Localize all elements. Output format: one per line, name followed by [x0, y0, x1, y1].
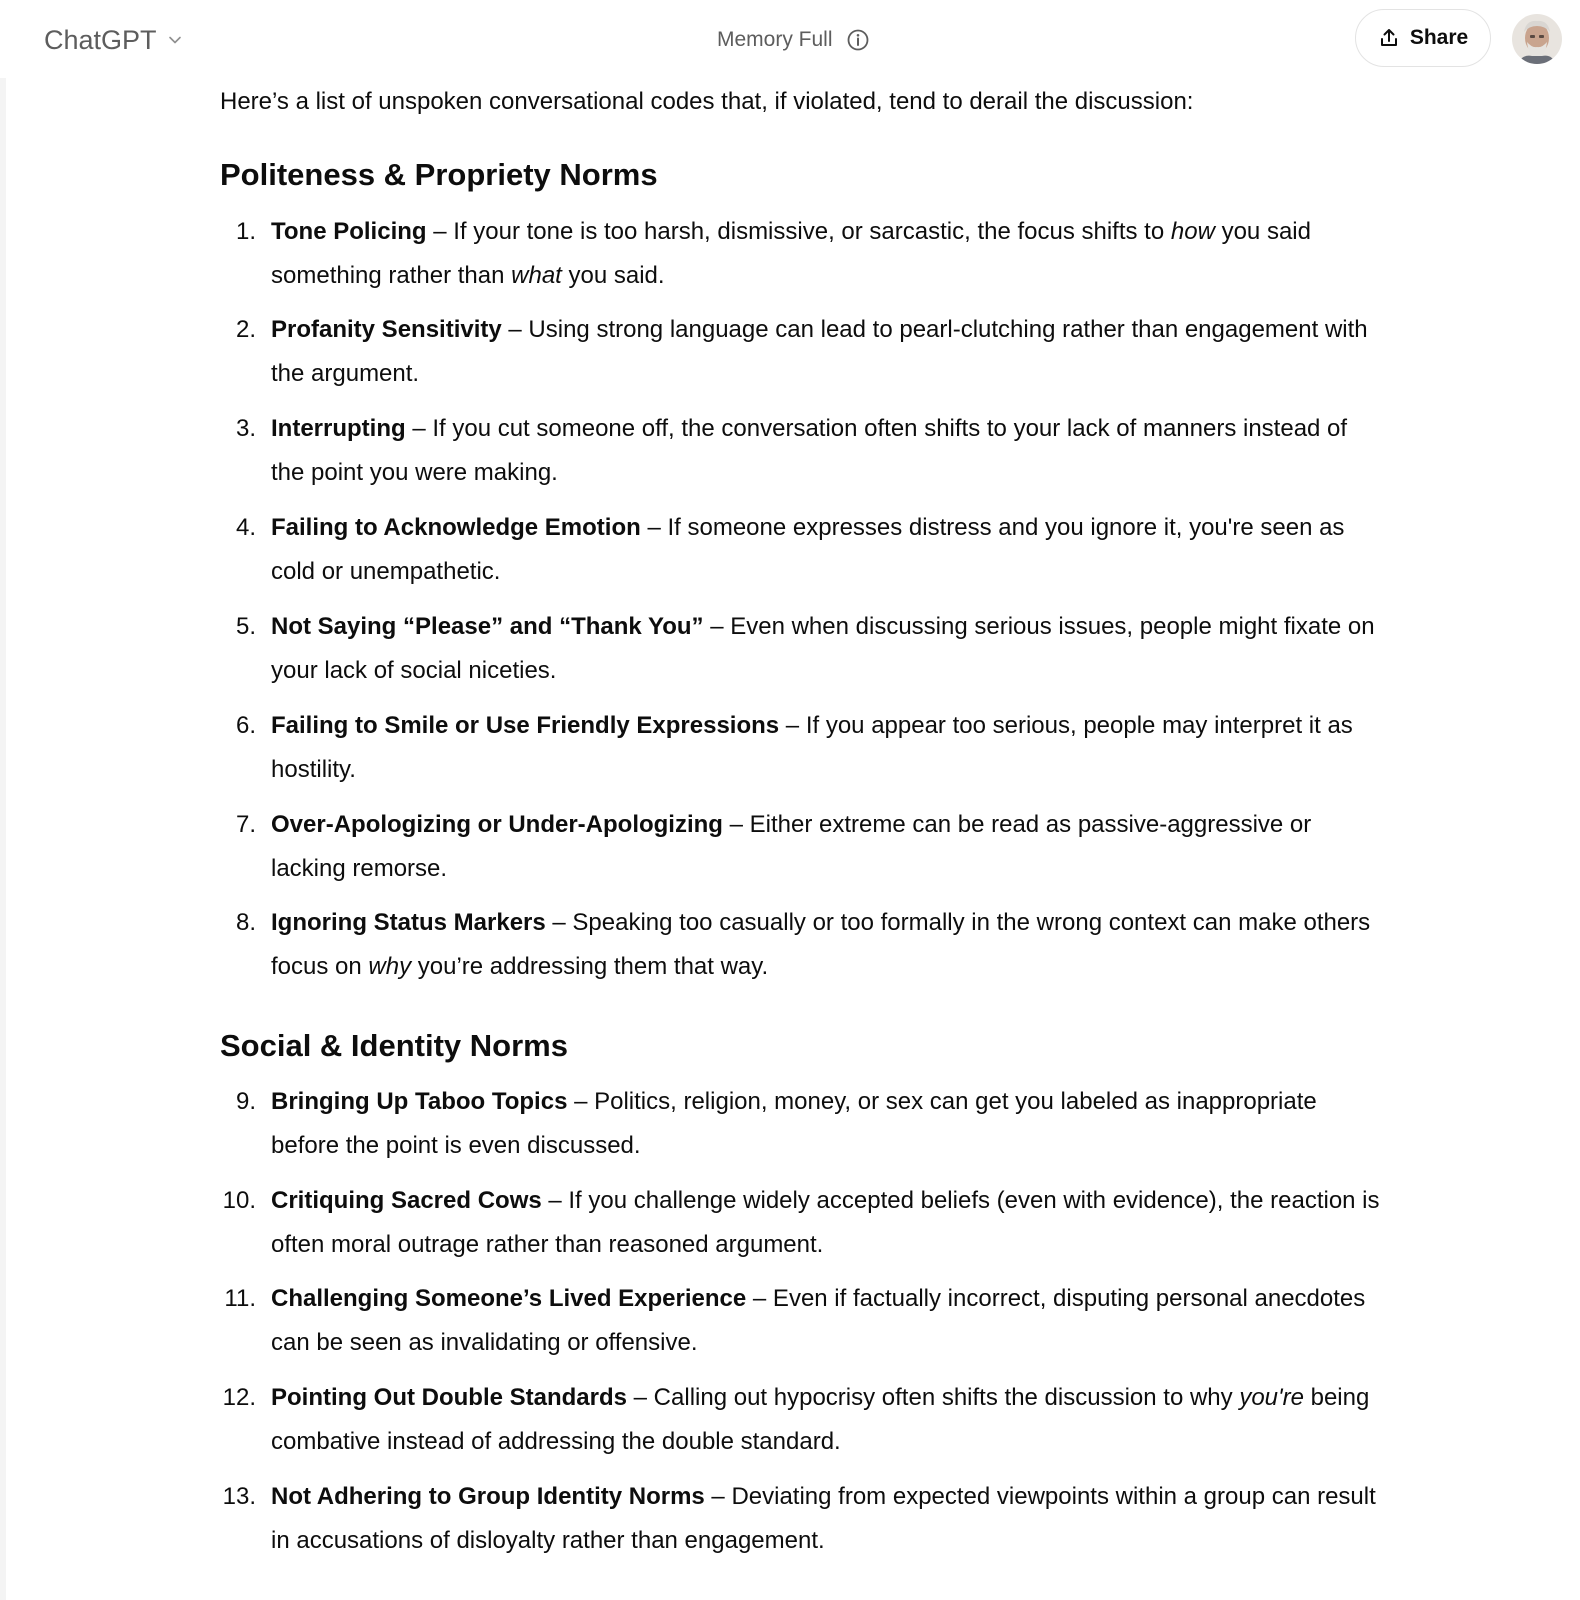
avatar-image — [1512, 14, 1562, 64]
list-item-body: – Even if factually incorrect, disputing personal anecdotes can be seen as invalidating or offensive. — [271, 1285, 1366, 1356]
list-item-title: Over-Apologizing or Under-Apologizing — [271, 811, 723, 838]
list-item — [220, 704, 1380, 792]
list-item-body: – If someone expresses distress and you ignore it, you're seen as cold or unempathetic. — [271, 514, 1345, 585]
list-item-title: Failing to Acknowledge Emotion — [271, 514, 641, 541]
share-icon — [1378, 27, 1400, 49]
emphasis-text: you're — [1239, 1384, 1304, 1411]
list-item-title: Interrupting — [271, 415, 406, 442]
list-number: 8. — [235, 909, 256, 936]
list-item — [220, 1475, 1380, 1563]
list-item-text — [271, 605, 1380, 693]
list-item-text — [271, 1179, 1380, 1267]
list-item-body: being combative instead of addressing the double standard. — [271, 1384, 1370, 1455]
list-item — [220, 803, 1380, 891]
list-number: 9. — [235, 1088, 256, 1115]
list-item-title: Failing to Smile or Use Friendly Expressions — [271, 712, 780, 739]
list-item-body: – Using strong language can lead to pearl-clutching rather than engagement with the argument. — [271, 316, 1368, 387]
memory-label: Memory Full — [717, 28, 833, 51]
emphasis-text: why — [368, 953, 412, 980]
list-number: 6. — [235, 712, 256, 739]
list-item-text — [271, 704, 1380, 792]
list-item-text — [271, 1475, 1380, 1563]
list-item-body: you said. — [561, 262, 665, 289]
list-item — [220, 605, 1380, 693]
list-item-text — [271, 901, 1380, 989]
list-item-body: – Speaking too casually or too formally in the wrong context can make others focus on — [271, 909, 1371, 980]
list-item — [220, 1376, 1380, 1464]
list-item-title: Challenging Someone’s Lived Experience — [271, 1285, 747, 1312]
list-item-body: – Deviating from expected viewpoints within a group can result in accusations of disloyalty rather than engagement. — [271, 1483, 1376, 1554]
list-item-text — [271, 308, 1380, 396]
list-number: 12. — [222, 1384, 256, 1411]
list-number: 3. — [235, 415, 256, 442]
top-bar — [0, 0, 1580, 78]
list-item-title: Pointing Out Double Standards — [271, 1384, 627, 1411]
emphasis-text: how — [1170, 218, 1215, 245]
list-item — [220, 407, 1380, 495]
list-item — [220, 506, 1380, 594]
list-number: 2. — [235, 316, 256, 343]
list-number: 4. — [235, 514, 256, 541]
list-item-body: – If you appear too serious, people may interpret it as hostility. — [271, 712, 1353, 783]
chevron-down-icon — [167, 32, 183, 48]
list-item-title: Bringing Up Taboo Topics — [271, 1088, 568, 1115]
list-item — [220, 1179, 1380, 1267]
list-number: 5. — [235, 613, 256, 640]
list-item-body: – If you challenge widely accepted beliefs (even with evidence), the reaction is often moral outrage rather than reasoned argument. — [271, 1187, 1380, 1258]
list-item-body: – Even when discussing serious issues, people might fixate on your lack of social niceties. — [271, 613, 1375, 684]
list-item-title: Not Adhering to Group Identity Norms — [271, 1483, 705, 1510]
list-item — [220, 1080, 1380, 1168]
share-label: Share — [1409, 26, 1469, 49]
list-item — [220, 210, 1380, 298]
list-item-text — [271, 407, 1380, 495]
list-item-body: you’re addressing them that way. — [411, 953, 769, 980]
list-item-body: – If you cut someone off, the conversation often shifts to your lack of manners instead of the point you were making. — [271, 415, 1348, 486]
list-number: 1. — [235, 218, 256, 245]
list-item-title: Tone Policing — [271, 218, 427, 245]
list-item — [220, 901, 1380, 989]
list-item — [220, 1277, 1380, 1365]
message-intro: Here’s a list of unspoken conversational codes that, if violated, tend to derail the discussion: — [220, 88, 1194, 115]
list-item-text — [271, 210, 1380, 298]
list-item-body: – Calling out hypocrisy often shifts the discussion to why — [627, 1384, 1240, 1411]
model-selector[interactable] — [34, 18, 193, 62]
list-item-text — [271, 1080, 1380, 1168]
list-item-text — [271, 1376, 1380, 1464]
info-icon[interactable] — [846, 28, 870, 52]
list-item-body: – Either extreme can be read as passive-aggressive or lacking remorse. — [271, 811, 1312, 882]
section-heading-politeness: Politeness & Propriety Norms — [220, 157, 658, 192]
list-item-title: Not Saying “Please” and “Thank You” — [271, 613, 704, 640]
list-item-text — [271, 803, 1380, 891]
list-item-body: – Politics, religion, money, or sex can get you labeled as inappropriate before the point is even discussed. — [271, 1088, 1317, 1159]
emphasis-text: what — [511, 262, 562, 289]
list-item-text — [271, 506, 1380, 594]
list-item-title: Critiquing Sacred Cows — [271, 1187, 542, 1214]
list-item-body: you said something rather than — [271, 218, 1311, 289]
list-item-title: Ignoring Status Markers — [271, 909, 546, 936]
list-number: 13. — [222, 1483, 256, 1510]
list-number: 7. — [235, 811, 256, 838]
list-number: 11. — [224, 1285, 256, 1312]
list-item-title: Profanity Sensitivity — [271, 316, 502, 343]
share-button[interactable] — [1355, 9, 1491, 67]
list-item-body: – If your tone is too harsh, dismissive, or sarcastic, the focus shifts to — [426, 218, 1171, 245]
avatar[interactable] — [1512, 14, 1562, 64]
model-name: ChatGPT — [44, 24, 157, 55]
conversation — [0, 78, 1580, 1600]
list-item-text — [271, 1277, 1380, 1365]
list-number: 10. — [222, 1187, 256, 1214]
section-heading-social: Social & Identity Norms — [220, 1028, 568, 1063]
memory-status[interactable] — [717, 22, 870, 58]
list-item — [220, 308, 1380, 396]
